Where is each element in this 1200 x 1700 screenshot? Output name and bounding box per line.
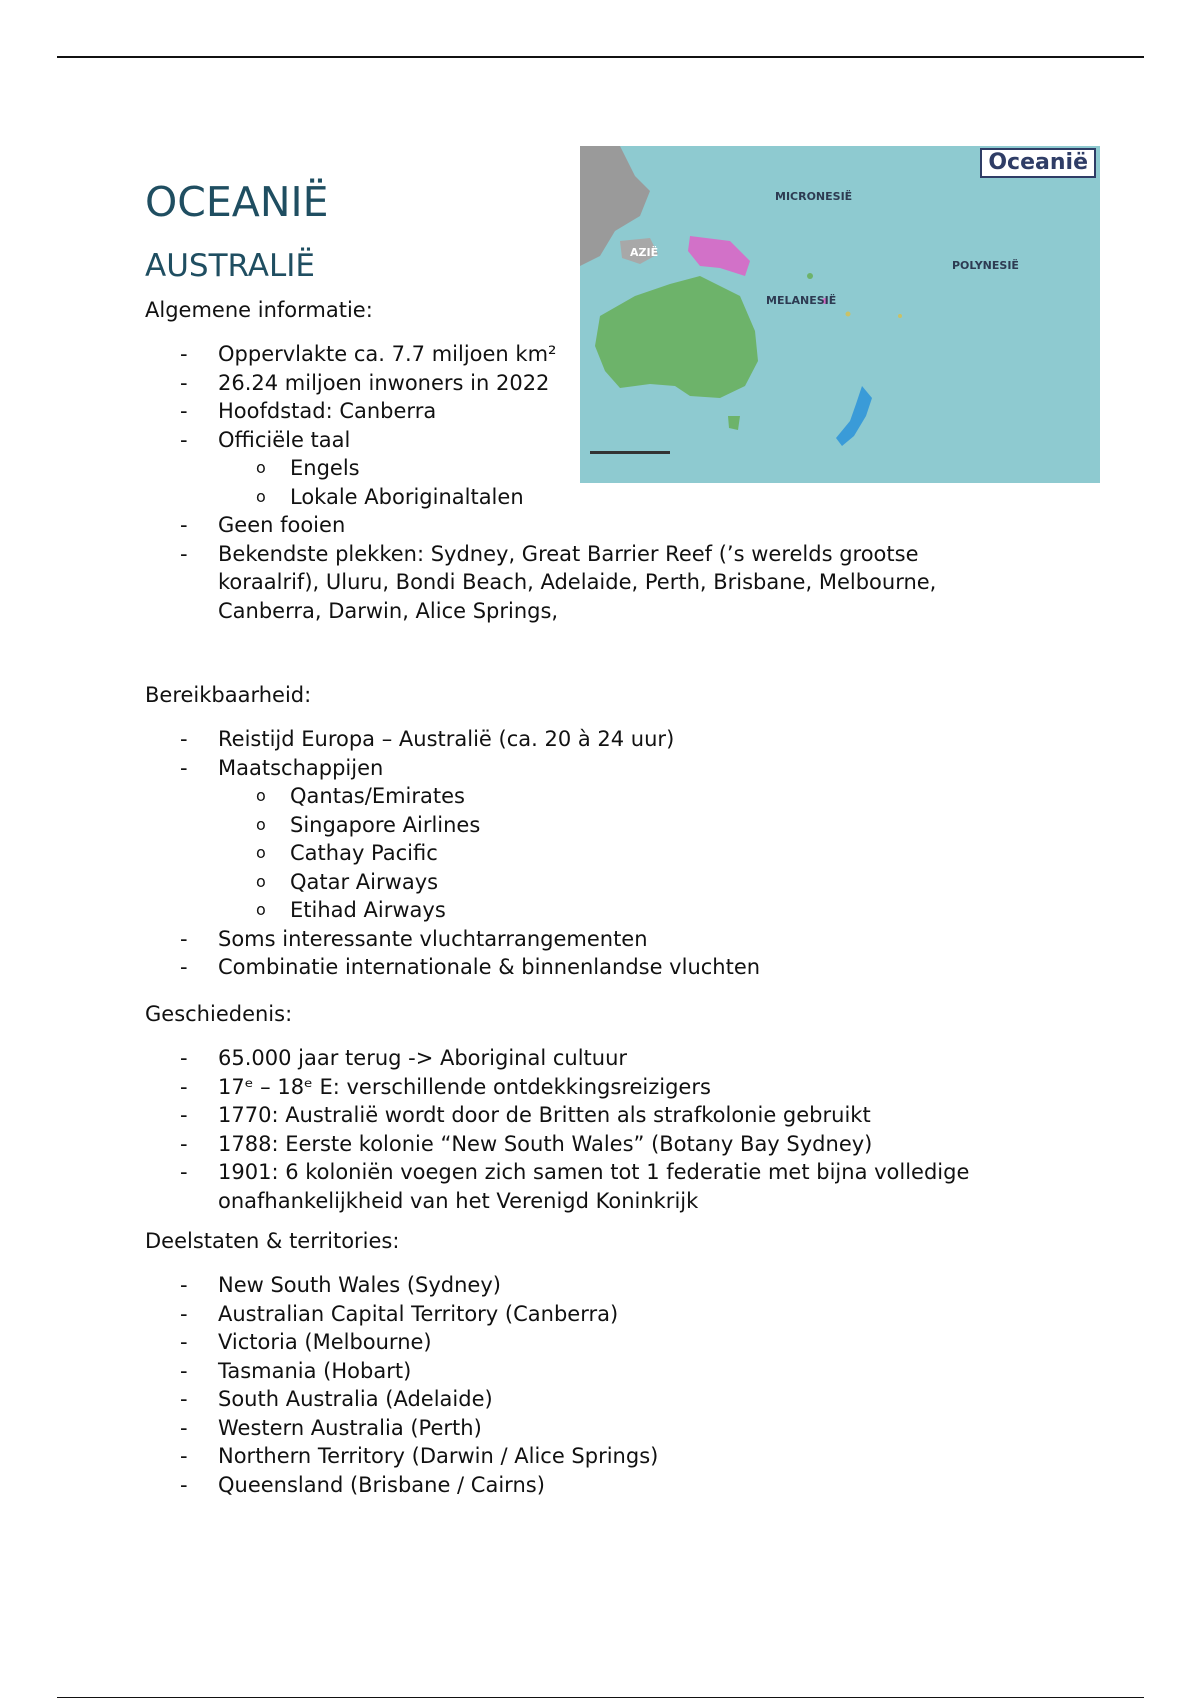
map-title: Oceanië [980, 148, 1096, 178]
list-item: - Reistijd Europa – Australië (ca. 20 à 24 uur) [180, 725, 760, 754]
list-item: - Western Australia (Perth) [180, 1414, 658, 1443]
map-label-melanesia: MELANESIË [766, 294, 837, 307]
list-item: - Combinatie internationale & binnenlandse vluchten [180, 953, 760, 982]
heading-history: Geschiedenis: [145, 1002, 293, 1026]
list-item: - New South Wales (Sydney) [180, 1271, 658, 1300]
sub-list-item: o Etihad Airways [180, 896, 760, 925]
list-item: - 1901: 6 koloniën voegen zich samen tot 1 federatie met bijna volledige onafhankelijkheid van het Verenigd Koninkrijk [180, 1158, 1018, 1215]
list-item: - Australian Capital Territory (Canberra) [180, 1300, 658, 1329]
page-subtitle: AUSTRALIË [145, 248, 316, 284]
list-item: - Tasmania (Hobart) [180, 1357, 658, 1386]
sub-list-item: o Cathay Pacific [180, 839, 760, 868]
heading-states: Deelstaten & territories: [145, 1229, 400, 1253]
list-item: - Hoofdstad: Canberra [180, 397, 1018, 426]
list-history [180, 1044, 1018, 1215]
list-item: - Victoria (Melbourne) [180, 1328, 658, 1357]
map-label-polynesia: POLYNESIË [952, 259, 1019, 272]
list-accessibility [180, 725, 760, 982]
map-label-asia: AZIË [630, 246, 659, 259]
list-general-info [180, 340, 1018, 625]
list-item: - 17ᵉ – 18ᵉ E: verschillende ontdekkingsreizigers [180, 1073, 1018, 1102]
page-title: OCEANIË [145, 178, 329, 226]
list-item: - Queensland (Brisbane / Cairns) [180, 1471, 658, 1500]
top-rule [57, 56, 1144, 58]
sub-list-item: o Engels [180, 454, 1018, 483]
list-states [180, 1271, 658, 1499]
map-label-micronesia: MICRONESIË [775, 190, 853, 203]
list-item: - 1788: Eerste kolonie “New South Wales” (Botany Bay Sydney) [180, 1130, 1018, 1159]
list-item: - Geen fooien [180, 511, 1018, 540]
list-item: - Officiële taal [180, 426, 1018, 455]
sub-list-item: o Lokale Aboriginaltalen [180, 483, 1018, 512]
list-item: - Northern Territory (Darwin / Alice Springs) [180, 1442, 658, 1471]
list-item: - Soms interessante vluchtarrangementen [180, 925, 760, 954]
list-item: - Bekendste plekken: Sydney, Great Barrier Reef (’s werelds grootse koraalrif), Uluru, Bondi Beach, Adelaide, Perth, Brisbane, Melbourne, Canberra, Darwin, Alice Springs, [180, 540, 1018, 626]
map-png [688, 236, 750, 276]
bottom-rule [57, 1697, 1144, 1698]
heading-accessibility: Bereikbaarheid: [145, 683, 312, 707]
heading-general-info: Algemene informatie: [145, 298, 373, 322]
list-item: - 1770: Australië wordt door de Britten als strafkolonie gebruikt [180, 1101, 1018, 1130]
list-item: - 26.24 miljoen inwoners in 2022 [180, 369, 1018, 398]
list-item: - South Australia (Adelaide) [180, 1385, 658, 1414]
sub-list-item: o Singapore Airlines [180, 811, 760, 840]
sub-list-item: o Qatar Airways [180, 868, 760, 897]
list-item: - 65.000 jaar terug -> Aboriginal cultuur [180, 1044, 1018, 1073]
sub-list-item: o Qantas/Emirates [180, 782, 760, 811]
list-item: - Maatschappijen [180, 754, 760, 783]
list-item: - Oppervlakte ca. 7.7 miljoen km² [180, 340, 1018, 369]
